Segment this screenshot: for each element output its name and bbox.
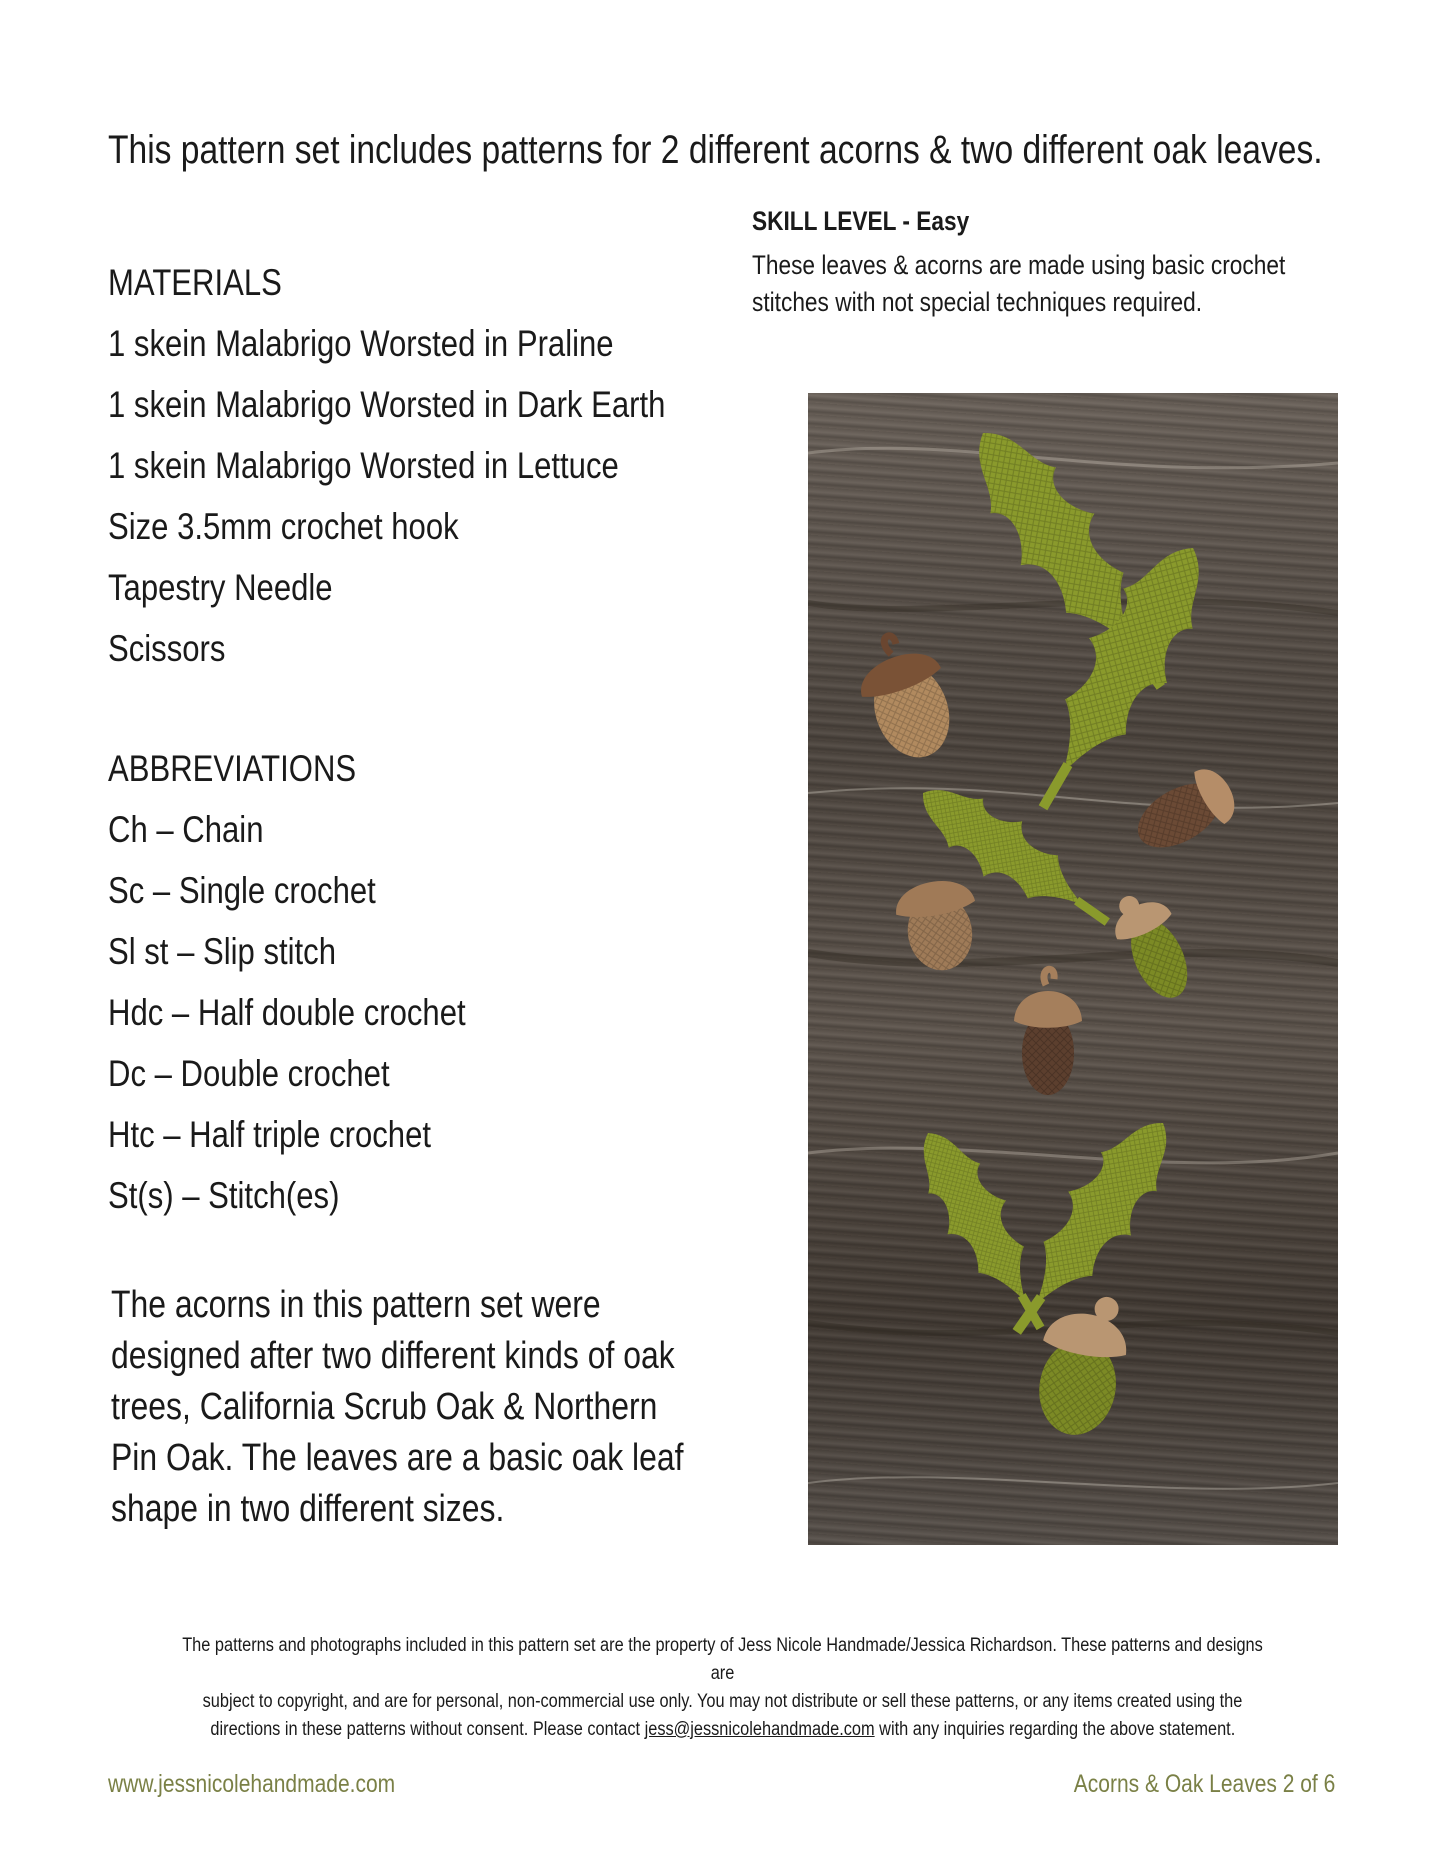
summary-paragraph [111, 1280, 793, 1535]
skill-level-section [752, 206, 1372, 321]
materials-section [108, 252, 772, 679]
copyright-line: subject to copyright, and are for personal, non-commercial use only. You may not distribute or sell these patterns, or any items created using the [202, 1691, 1243, 1712]
page-label [1024, 1770, 1335, 1799]
abbreviations-section [108, 738, 534, 1226]
material-item: 1 skein Malabrigo Worsted in Lettuce [108, 445, 619, 486]
summary-line: The acorns in this pattern set were [111, 1284, 601, 1326]
materials-heading: MATERIALS [108, 262, 282, 303]
skill-level-title: SKILL LEVEL - Easy [752, 206, 970, 236]
acorn-1 [845, 623, 967, 770]
acorns-leaves-photo [808, 393, 1338, 1545]
abbreviation-item: Sl st – Slip stitch [108, 931, 337, 972]
abbreviation-item: Dc – Double crochet [108, 1053, 390, 1094]
skill-level-description: stitches with not special techniques required. [752, 287, 1203, 317]
material-item: 1 skein Malabrigo Worsted in Praline [108, 323, 614, 364]
summary-line: Pin Oak. The leaves are a basic oak leaf [111, 1437, 684, 1479]
summary-line: designed after two different kinds of oak [111, 1335, 675, 1377]
abbreviations-heading: ABBREVIATIONS [108, 748, 357, 789]
skill-level-description: These leaves & acorns are made using basic crochet [752, 250, 1286, 280]
material-item: Size 3.5mm crochet hook [108, 506, 459, 547]
acorn-6 [1028, 1287, 1135, 1441]
summary-line: shape in two different sizes. [111, 1488, 505, 1530]
copyright-line: The patterns and photographs included in this pattern set are the property of Jess Nicole Handmade/Jessica Richardson. These patterns and designs are [182, 1635, 1263, 1684]
material-item: 1 skein Malabrigo Worsted in Dark Earth [108, 384, 666, 425]
material-item: Tapestry Needle [108, 567, 333, 608]
copyright-line [210, 1716, 1235, 1744]
copyright-footer [90, 1632, 1355, 1744]
intro-text: This pattern set includes patterns for 2 different acorns & two different oak leaves. [108, 128, 1323, 172]
abbreviation-item: St(s) – Stitch(es) [108, 1175, 340, 1216]
abbreviation-item: Hdc – Half double crochet [108, 992, 466, 1033]
acorn-4 [1102, 882, 1204, 1009]
acorn-5 [1014, 969, 1082, 1095]
contact-email-link[interactable]: jess@jessnicolehandmade.com [644, 1719, 875, 1740]
abbreviation-item: Sc – Single crochet [108, 870, 376, 911]
page-number: Acorns & Oak Leaves 2 of 6 [1073, 1770, 1335, 1798]
acorn-2 [1125, 761, 1244, 864]
summary-line: trees, California Scrub Oak & Northern [111, 1386, 658, 1428]
copyright-text: directions in these patterns without consent. Please contact [210, 1719, 640, 1740]
website-url: www.jessnicolehandmade.com [108, 1770, 396, 1798]
photo-illustration [808, 393, 1338, 1545]
abbreviation-item: Ch – Chain [108, 809, 264, 850]
copyright-text: with any inquiries regarding the above statement. [878, 1719, 1235, 1740]
material-item: Scissors [108, 628, 226, 669]
abbreviation-item: Htc – Half triple crochet [108, 1114, 432, 1155]
